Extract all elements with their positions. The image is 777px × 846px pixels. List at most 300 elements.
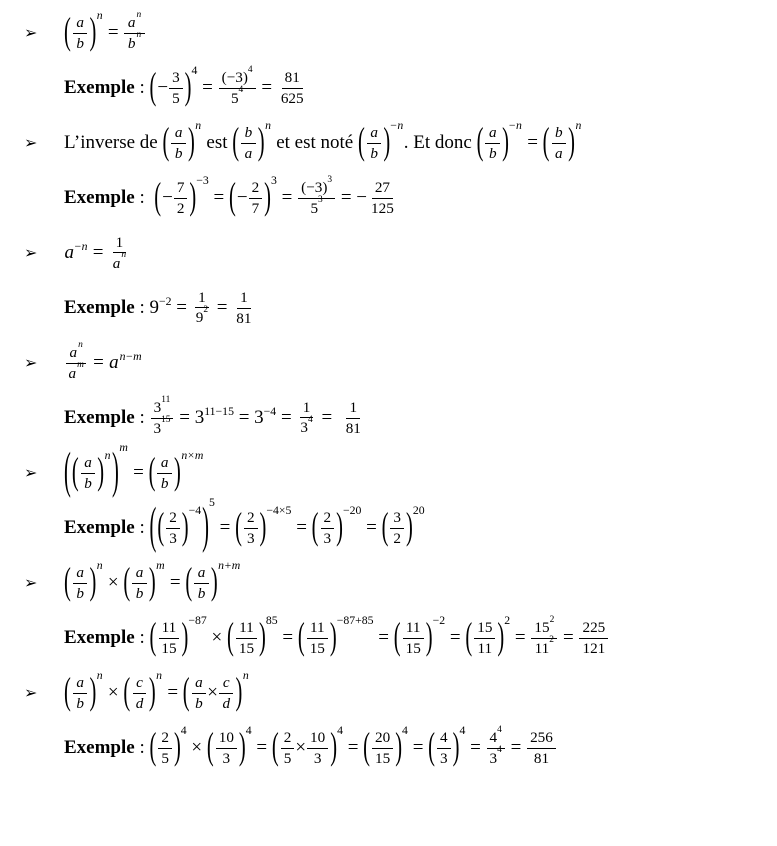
- numerator: [194, 564, 209, 583]
- parenthesized-group: [271, 726, 338, 768]
- parenthesized-group: [162, 121, 195, 163]
- numerator: [249, 179, 263, 198]
- math-variable: n: [96, 558, 103, 572]
- math-variable: a: [109, 352, 119, 373]
- math-symbol: 11: [161, 395, 171, 406]
- math-symbol: 20: [412, 503, 425, 517]
- denominator: [531, 749, 552, 767]
- parenthesized-group: [123, 561, 156, 603]
- math-symbol: =: [214, 517, 236, 538]
- math-symbol: 625: [280, 89, 304, 107]
- numerator: [216, 729, 237, 748]
- bullet-arrow-icon: ➢: [24, 683, 38, 702]
- math-variable: n: [218, 558, 225, 572]
- math-symbol: =: [88, 352, 109, 373]
- exponent-rule: [24, 440, 771, 556]
- math-symbol: = −: [336, 187, 368, 208]
- fraction: [307, 729, 328, 766]
- denominator: [81, 474, 96, 492]
- fraction: [132, 564, 147, 601]
- math-symbol: 81: [533, 749, 550, 767]
- denominator: [244, 529, 258, 547]
- paren-content: [156, 729, 174, 766]
- example-label: Exemple: [64, 627, 135, 648]
- fraction: [219, 65, 256, 107]
- open-paren: (: [71, 451, 79, 493]
- math-text: :: [134, 407, 150, 428]
- paren-content: [550, 124, 569, 161]
- math-symbol: =: [162, 682, 183, 703]
- exponent-rule: [24, 556, 771, 666]
- numerator: [321, 509, 335, 528]
- denominator: [174, 199, 188, 217]
- denominator: [220, 749, 234, 767]
- superscript: [161, 395, 170, 405]
- example-line: [64, 60, 771, 116]
- math-symbol: =: [171, 297, 192, 318]
- paren-content: [156, 619, 181, 656]
- numerator: [282, 69, 303, 88]
- denominator: [169, 89, 183, 107]
- math-symbol: =: [251, 737, 272, 758]
- superscript: [308, 415, 313, 425]
- close-paren: ): [383, 121, 391, 163]
- open-paren: (: [157, 506, 165, 548]
- numerator: [552, 124, 567, 143]
- superscript: [192, 64, 198, 78]
- superscript: [433, 614, 446, 628]
- example-label: Exemple: [64, 737, 135, 758]
- superscript: [459, 724, 465, 738]
- numerator: [73, 674, 88, 693]
- math-symbol: 2: [283, 729, 292, 747]
- numerator: [241, 124, 256, 143]
- denominator: [368, 199, 397, 217]
- math-text: :: [134, 187, 155, 208]
- math-symbol: 3: [300, 419, 309, 437]
- parenthesized-group: [206, 726, 246, 768]
- math-variable: b: [76, 584, 84, 602]
- superscript: [413, 504, 425, 518]
- denominator: [65, 360, 87, 382]
- superscript: [266, 504, 291, 518]
- math-symbol: 10: [218, 729, 234, 747]
- math-symbol: 4: [247, 65, 253, 76]
- fraction: [297, 399, 315, 436]
- math-text: et est noté: [271, 132, 358, 153]
- math-variable: d: [222, 694, 231, 712]
- parenthesized-group: [428, 726, 460, 768]
- denominator: [219, 694, 234, 712]
- numerator: [166, 509, 180, 528]
- math-variable: b: [76, 34, 84, 52]
- math-text: :: [134, 627, 150, 648]
- open-paren: (: [311, 506, 319, 548]
- superscript: [78, 340, 84, 350]
- denominator: [132, 694, 147, 712]
- numerator: [81, 454, 96, 473]
- math-symbol: 11: [534, 639, 550, 657]
- math-symbol: 15: [238, 639, 255, 657]
- math-text: :: [134, 517, 150, 538]
- parenthesized-group: [64, 11, 97, 53]
- parenthesized-group: [297, 616, 337, 658]
- math-symbol: 3: [172, 69, 180, 87]
- example-label: Exemple: [64, 407, 135, 428]
- math-symbol: 11−15: [204, 404, 234, 418]
- denominator: [73, 34, 88, 52]
- fraction: [174, 179, 188, 216]
- denominator: [249, 199, 263, 217]
- bullet-arrow-icon: ➢: [24, 243, 38, 262]
- numerator: [174, 179, 188, 198]
- math-symbol: 4: [180, 723, 187, 737]
- math-variable: b: [195, 694, 203, 712]
- parenthesized-group: [363, 726, 403, 768]
- paren-content: [192, 564, 211, 601]
- math-symbol: 2: [176, 199, 185, 217]
- rule-row: [24, 556, 771, 610]
- superscript: [248, 65, 253, 75]
- close-paren: ): [184, 66, 192, 108]
- fraction: [236, 619, 257, 656]
- math-variable: c: [222, 674, 230, 692]
- denominator: [166, 529, 180, 547]
- superscript: [161, 415, 170, 425]
- close-paren: ): [89, 561, 97, 603]
- math-symbol: 2: [549, 635, 554, 646]
- close-paren: ): [148, 671, 156, 713]
- fraction: [307, 619, 328, 656]
- math-text: :: [134, 297, 150, 318]
- math-variable: a: [76, 14, 84, 32]
- math-symbol: =: [505, 737, 527, 758]
- parenthesized-group: [232, 121, 265, 163]
- math-variable: m: [231, 558, 241, 572]
- math-symbol: 3: [318, 195, 323, 206]
- denominator: [281, 749, 295, 767]
- denominator: [403, 639, 424, 657]
- bullet-arrow-icon: ➢: [24, 23, 38, 42]
- fraction: [65, 340, 87, 382]
- numerator: [346, 399, 360, 418]
- open-paren: (: [185, 561, 193, 603]
- parenthesized-group: [381, 506, 413, 548]
- math-variable: a: [555, 144, 563, 162]
- close-paren: ): [235, 671, 243, 713]
- math-symbol: 4: [245, 723, 252, 737]
- math-symbol: (−3): [221, 69, 248, 87]
- math-symbol: =: [197, 77, 218, 98]
- parenthesized-group: [64, 671, 97, 713]
- math-symbol: =: [256, 77, 277, 98]
- math-variable: b: [370, 144, 378, 162]
- math-symbol: 15: [375, 749, 391, 767]
- numerator: [437, 729, 451, 748]
- close-paren: ): [174, 451, 181, 493]
- math-symbol: =: [276, 187, 298, 208]
- math-symbol: ×: [206, 627, 227, 648]
- math-text: est: [201, 132, 233, 153]
- close-paren: ): [329, 616, 337, 658]
- superscript: [504, 614, 510, 628]
- paren-content: [190, 674, 236, 711]
- math-variable: b: [174, 144, 183, 162]
- denominator: [475, 639, 496, 657]
- denominator: [372, 749, 393, 767]
- fraction: [579, 619, 608, 656]
- paren-content: [71, 564, 90, 601]
- fraction: [73, 564, 88, 601]
- superscript: [218, 559, 241, 573]
- math-symbol: −4×5: [266, 503, 292, 517]
- math-variable: m: [194, 448, 204, 462]
- fraction: [485, 124, 500, 161]
- math-variable: a: [135, 564, 144, 582]
- math-symbol: =: [212, 297, 233, 318]
- bullet-arrow-icon: ➢: [24, 353, 38, 372]
- numerator: [474, 619, 495, 638]
- math-variable: n: [195, 118, 202, 132]
- superscript: [318, 195, 323, 205]
- math-symbol: 27: [374, 179, 391, 197]
- numerator: [132, 564, 147, 583]
- math-symbol: 9: [149, 297, 159, 318]
- numerator: [298, 175, 335, 198]
- superscript: [246, 724, 252, 738]
- open-paren: (: [64, 11, 71, 53]
- close-paren: ): [89, 11, 97, 53]
- math-symbol: 4: [402, 723, 408, 737]
- denominator: [343, 419, 364, 437]
- open-paren: (: [357, 121, 365, 163]
- math-symbol: 9: [195, 309, 204, 327]
- close-paren: ): [148, 561, 156, 603]
- paren-content: [236, 179, 264, 216]
- numerator: [527, 729, 556, 748]
- numerator: [281, 729, 295, 748]
- math-symbol: −3: [196, 173, 209, 187]
- superscript: [136, 30, 142, 40]
- fraction: [531, 615, 557, 657]
- superscript: [189, 504, 202, 518]
- fraction: [219, 674, 234, 711]
- numerator: [487, 725, 505, 748]
- paren-content: [71, 674, 90, 711]
- numerator: [579, 619, 608, 638]
- paren-content: [156, 503, 202, 548]
- math-variable: b: [555, 124, 563, 142]
- math-text: L’inverse de: [64, 132, 163, 153]
- parenthesized-group: [542, 121, 575, 163]
- math-symbol: 5: [310, 199, 319, 217]
- denominator: [228, 85, 246, 107]
- math-symbol: 2: [251, 179, 260, 197]
- math-variable: a: [84, 454, 92, 472]
- parenthesized-group: [311, 506, 343, 548]
- math-symbol: =: [510, 627, 531, 648]
- numerator: [192, 674, 207, 693]
- math-symbol: 10: [310, 729, 326, 747]
- denominator: [192, 694, 207, 712]
- fraction: [124, 10, 144, 52]
- math-symbol: ×: [207, 682, 218, 703]
- math-symbol: 125: [371, 199, 394, 217]
- parenthesized-group: [149, 66, 192, 108]
- open-paren: (: [162, 121, 170, 163]
- math-symbol: +: [224, 558, 232, 572]
- math-symbol: 3: [246, 529, 255, 547]
- math-symbol: 1: [302, 399, 311, 417]
- superscript: [549, 635, 554, 645]
- example-line: [64, 495, 771, 556]
- math-text: :: [134, 77, 150, 98]
- math-symbol: =: [165, 572, 186, 593]
- exponent-rule: [24, 226, 771, 336]
- math-variable: b: [197, 584, 206, 602]
- math-variable: a: [69, 344, 78, 362]
- bullet-arrow-icon: ➢: [24, 463, 38, 482]
- math-variable: n: [121, 250, 127, 261]
- numerator: [171, 124, 186, 143]
- superscript: [181, 449, 204, 463]
- superscript: [266, 614, 278, 628]
- superscript: [327, 175, 332, 185]
- parenthesized-group: [64, 561, 97, 603]
- parenthesized-group: [149, 616, 189, 658]
- denominator: [241, 144, 256, 162]
- math-symbol: =: [465, 737, 486, 758]
- numerator: [372, 179, 393, 198]
- example-line: [64, 170, 771, 226]
- math-variable: a: [64, 242, 74, 263]
- math-symbol: 1: [115, 234, 124, 252]
- math-symbol: 2: [549, 615, 555, 626]
- math-symbol: 15: [309, 639, 325, 657]
- fraction: [249, 179, 263, 216]
- math-symbol: 15: [477, 619, 493, 637]
- math-symbol: 3: [489, 749, 498, 767]
- fraction: [474, 619, 495, 656]
- math-symbol: = 3: [174, 407, 205, 428]
- math-variable: m: [77, 360, 84, 371]
- math-symbol: −: [157, 77, 169, 98]
- paren-content: [130, 674, 149, 711]
- formula-line: [64, 336, 771, 390]
- math-symbol: 5: [230, 89, 239, 107]
- parenthesized-group: [393, 616, 433, 658]
- superscript: [96, 9, 103, 23]
- superscript: [390, 119, 404, 133]
- math-symbol: −87: [188, 613, 207, 627]
- denominator: [236, 639, 257, 657]
- math-text: :: [134, 737, 150, 758]
- math-variable: n: [119, 349, 126, 363]
- superscript: [203, 305, 208, 315]
- formula-line: [64, 226, 771, 280]
- close-paren: ): [425, 616, 433, 658]
- math-variable: n: [516, 118, 522, 132]
- example-line: [64, 610, 771, 666]
- math-symbol: ×: [103, 682, 124, 703]
- math-symbol: =: [522, 132, 543, 153]
- denominator: [158, 749, 172, 767]
- open-paren: (: [271, 726, 279, 768]
- close-paren: ): [330, 726, 338, 768]
- parenthesized-group: [149, 499, 210, 554]
- math-variable: b: [244, 124, 253, 142]
- math-symbol: 5: [172, 89, 180, 107]
- open-paren: (: [148, 451, 156, 493]
- math-symbol: 81: [345, 419, 361, 437]
- superscript: [196, 174, 209, 188]
- formula-line: [64, 666, 771, 720]
- math-symbol: 11: [239, 619, 254, 637]
- close-paren: ): [452, 726, 460, 768]
- math-symbol: 2: [161, 729, 169, 747]
- open-paren: (: [182, 671, 190, 713]
- denominator: [157, 474, 172, 492]
- fraction: [527, 729, 556, 766]
- fraction: [157, 454, 172, 491]
- math-symbol: =: [361, 517, 382, 538]
- math-symbol: 15: [405, 639, 421, 657]
- math-symbol: 3: [393, 509, 401, 527]
- numerator: [159, 619, 180, 638]
- math-symbol: −: [162, 187, 173, 208]
- open-paren: (: [149, 499, 157, 554]
- fraction: [169, 69, 183, 106]
- parenthesized-group: [357, 121, 391, 163]
- close-paren: ): [202, 499, 209, 554]
- parenthesized-group: [148, 451, 181, 493]
- paren-content: [472, 619, 497, 656]
- fraction: [343, 399, 364, 436]
- numerator: [307, 729, 328, 748]
- math-symbol: 3: [323, 529, 332, 547]
- close-paren: ): [502, 121, 509, 163]
- close-paren: ): [89, 671, 97, 713]
- open-paren: (: [229, 176, 236, 218]
- superscript: [104, 449, 111, 463]
- math-symbol: =: [407, 737, 429, 758]
- open-paren: (: [64, 444, 71, 499]
- close-paren: ): [173, 726, 181, 768]
- math-variable: a: [244, 144, 253, 162]
- math-symbol: =: [373, 627, 394, 648]
- math-symbol: =: [342, 737, 364, 758]
- denominator: [194, 584, 209, 602]
- parenthesized-group: [227, 616, 266, 658]
- fraction: [298, 175, 335, 217]
- superscript: [575, 119, 582, 133]
- numerator: [403, 619, 424, 638]
- parenthesized-group: [185, 561, 218, 603]
- math-symbol: −: [508, 118, 516, 132]
- math-variable: n: [397, 118, 404, 132]
- math-variable: d: [135, 694, 144, 712]
- denominator: [367, 144, 382, 162]
- parenthesized-group: [476, 121, 509, 163]
- numerator: [133, 674, 147, 693]
- fraction: [241, 124, 256, 161]
- math-variable: n: [242, 668, 249, 682]
- math-variable: n: [81, 239, 88, 253]
- example-line: [64, 280, 771, 336]
- denominator: [132, 584, 147, 602]
- superscript: [136, 10, 142, 20]
- open-paren: (: [123, 561, 131, 603]
